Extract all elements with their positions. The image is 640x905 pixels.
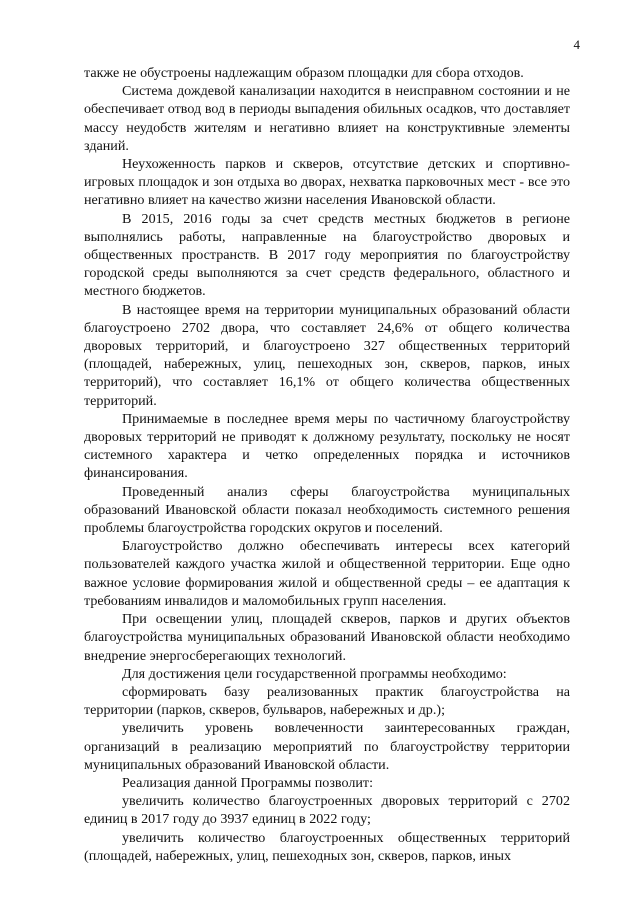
paragraph-partial-measures: Принимаемые в последнее время меры по частичному благоустройству дворовых территорий не приводят к должному результату, поскольку не носят системного характера и четко определенных порядка и источников финансирования. — [84, 410, 570, 482]
paragraph-current-status: В настоящее время на территории муниципальных образований области благоустроено 2702 двора, что составляет 24,6% от общего количества дворовых территорий, и благоустроено 327 общественных территорий (площадей, набережных, улиц, пешеходных зон, скверов, парков, иных территорий), что составляет 16,1% от общего количества общественных территорий. — [84, 301, 570, 409]
paragraph-goal-intro: Для достижения цели государственной программы необходимо: — [122, 665, 507, 682]
paragraph-budget-2015-2017: В 2015, 2016 годы за счет средств местных бюджетов в регионе выполнялись работы, направленные на благоустройство дворовых и общественных пространств. В 2017 году мероприятия по благоустройству городской среды выполняются за счет средств федерального, областного и местного бюджетов. — [84, 210, 570, 300]
list-item-public-territories: увеличить количество благоустроенных общественных территорий (площадей, набережных, улиц, пешеходных зон, скверов, парков, иных — [84, 829, 570, 864]
list-item-citizen-involvement: увеличить уровень вовлеченности заинтересованных граждан, организаций в реализацию мероприятий по благоустройству территории муниципальных образований Ивановской области. — [84, 720, 570, 773]
paragraph-analysis: Проведенный анализ сферы благоустройства муниципальных образований Ивановской области показал необходимость системного решения проблемы благоустройства городских округов и поселений. — [84, 483, 570, 537]
list-item-yard-territories: увеличить количество благоустроенных дворовых территорий с 2702 единиц в 2017 году до 3937 единиц в 2022 году; — [84, 793, 570, 828]
paragraph-program-allows: Реализация данной Программы позволит: — [122, 774, 373, 791]
paragraph-parks-neglect: Неухоженность парков и скверов, отсутствие детских и спортивно-игровых площадок и зон отдыха во дворах, нехватка парковочных мест - все это негативно влияет на качество жизни населения Ивановской области. — [84, 156, 570, 209]
document-body — [84, 64, 570, 865]
paragraph-continuation: также не обустроены надлежащим образом площадки для сбора отходов. — [84, 65, 524, 81]
paragraph-storm-drainage: Система дождевой канализации находится в неисправном состоянии и не обеспечивает отвод вод в периоды выпадения обильных осадков, что доставляет массу неудобств жителям и негативно влияет на конструктивные элементы зданий. — [84, 83, 570, 154]
list-item-practice-base: сформировать базу реализованных практик благоустройства на территории (парков, скверов, бульваров, набережных и др.); — [84, 683, 570, 719]
paragraph-user-interests: Благоустройство должно обеспечивать интересы всех категорий пользователей каждого участка жилой и общественной территории. Еще одно важное условие формирования жилой и общественной среды – ее адаптация к требованиям инвалидов и маломобильных групп населения. — [84, 538, 570, 609]
page-number: 4 — [573, 37, 580, 52]
paragraph-lighting: При освещении улиц, площадей скверов, парков и других объектов благоустройства муниципальных образований Ивановской области необходимо внедрение энергосберегающих технологий. — [84, 611, 570, 664]
